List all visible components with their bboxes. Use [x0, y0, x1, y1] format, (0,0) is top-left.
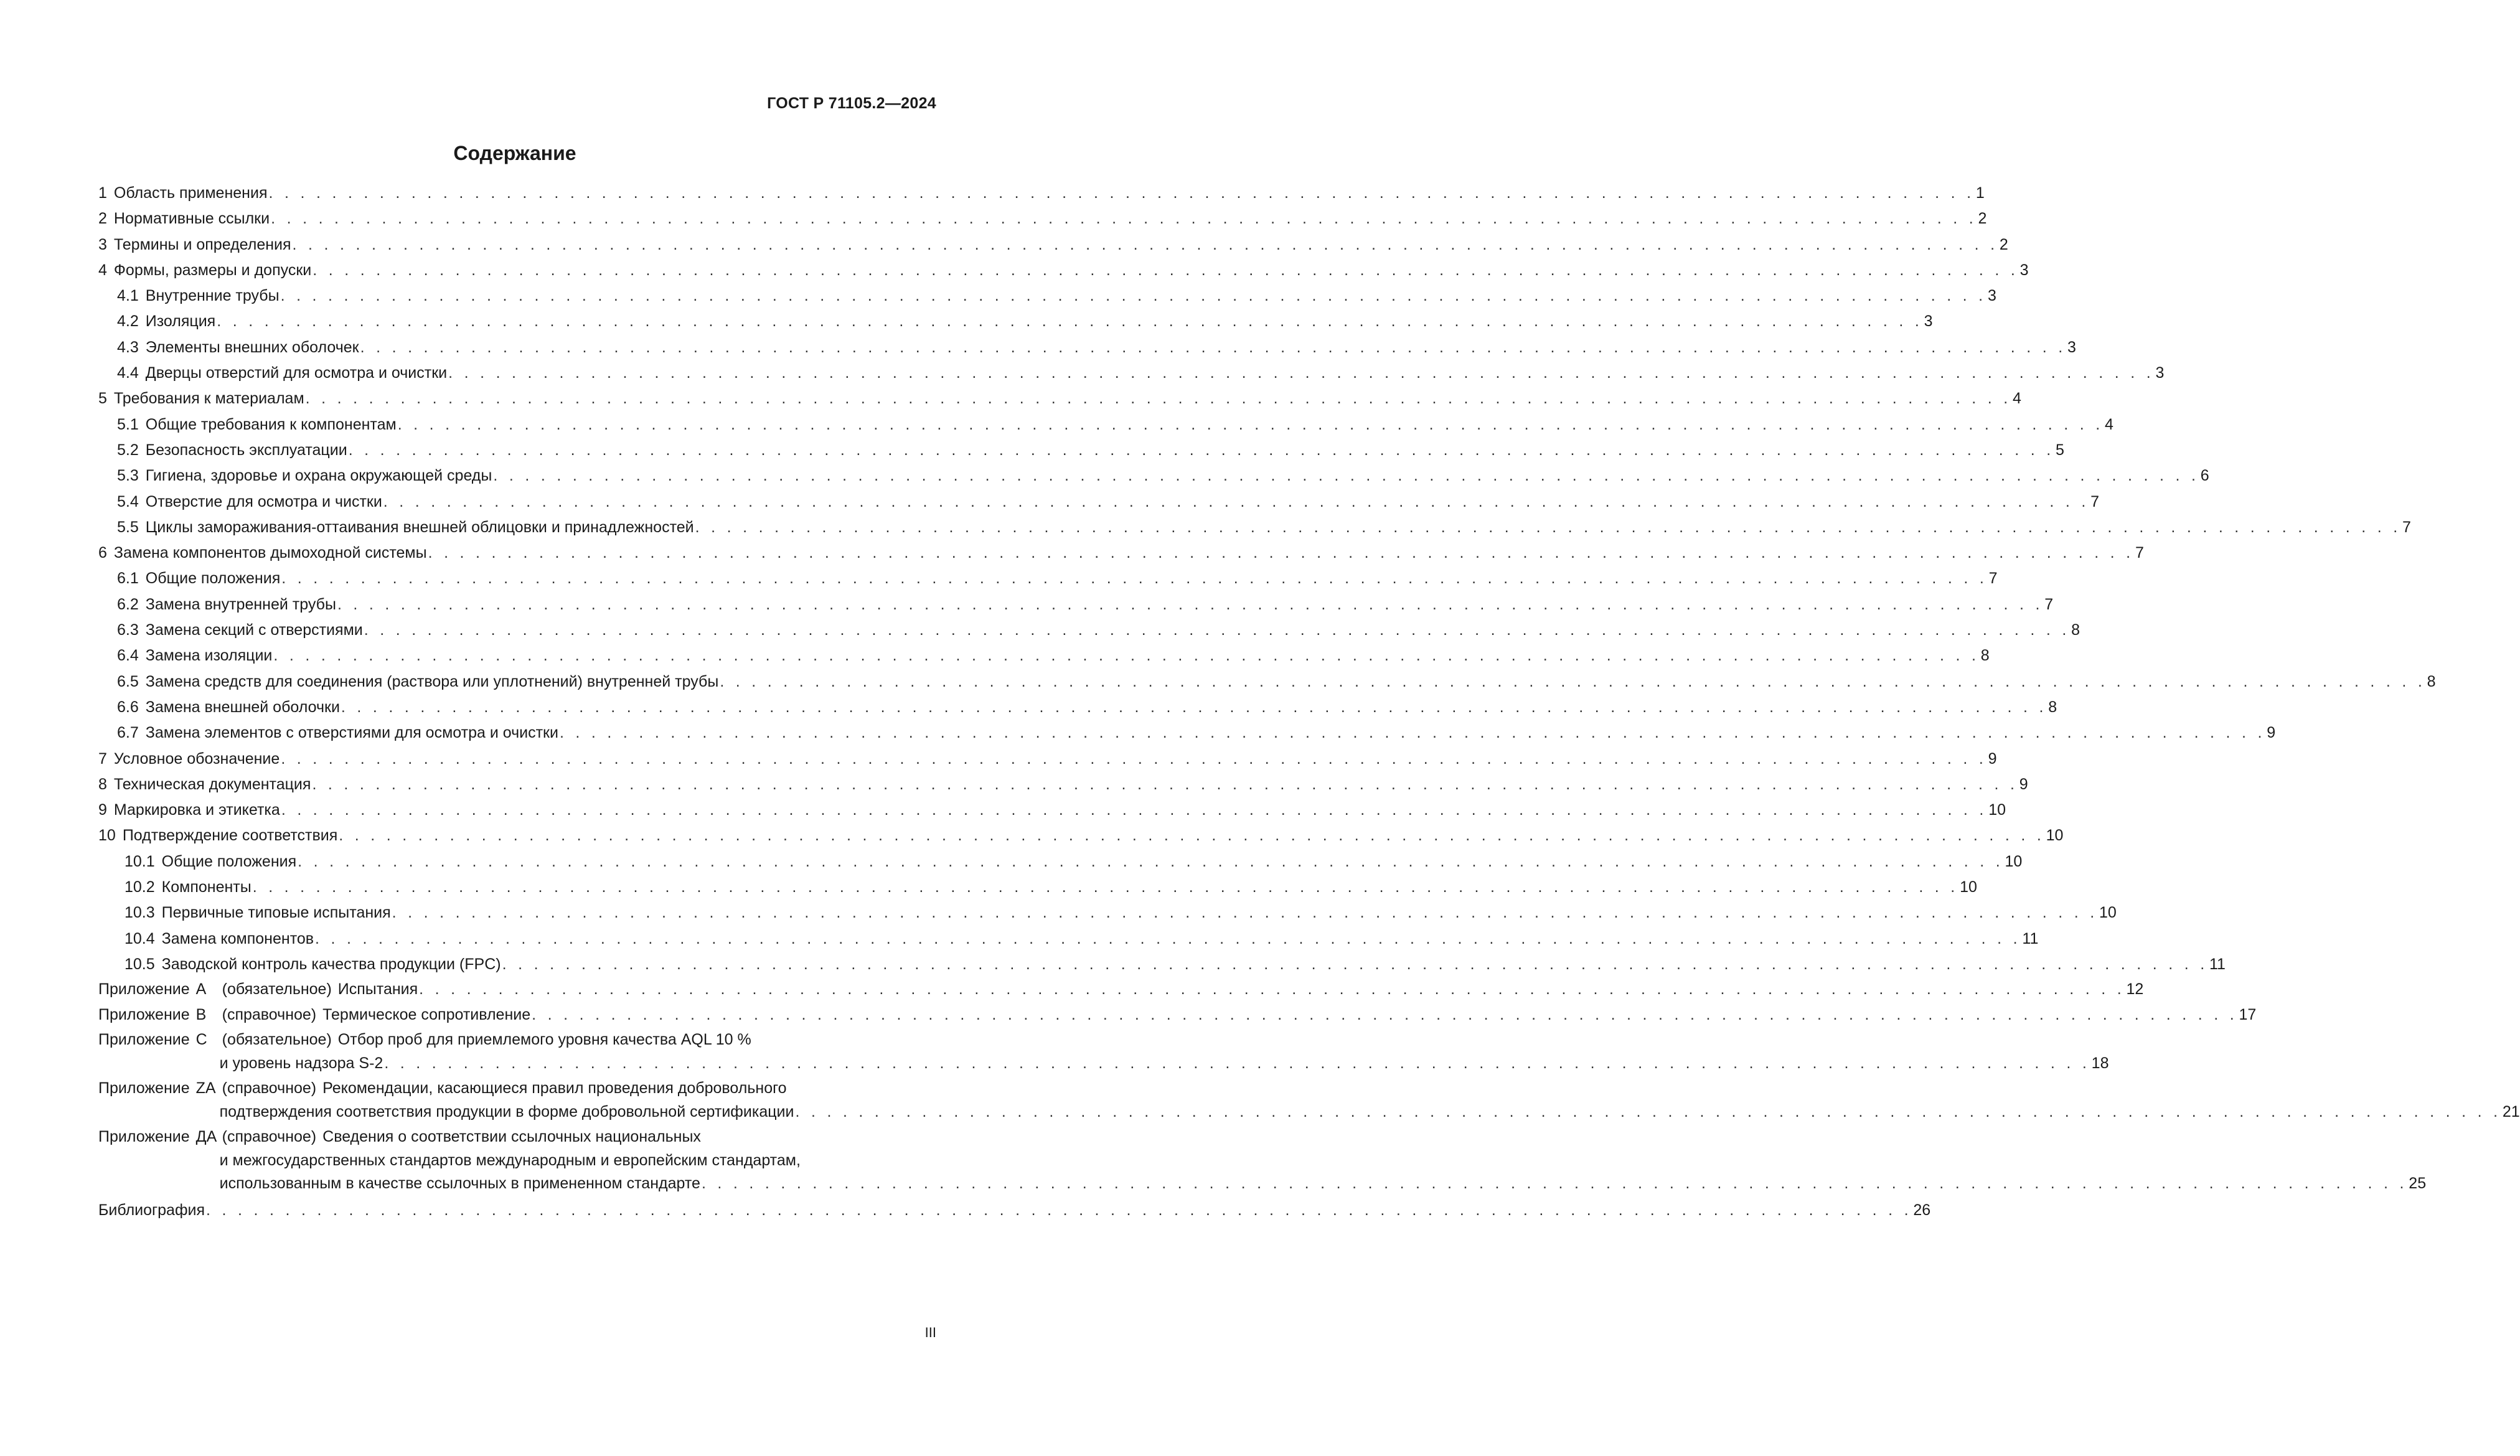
leader-dots: . . . . . . . . . . . . . . . . . . . . . . . . . . . . . . . . . . . . . . . . . . . . . . . . . . . . . . . . . . . . . . . . . . . . . . . . . . . . . . . . . . . . . . . . . . . . . . . . . . . . . . . . . . . . [292, 235, 1998, 253]
leader-dots: . . . . . . . . . . . . . . . . . . . . . . . . . . . . . . . . . . . . . . . . . . . . . . . . . . . . . . . . . . . . . . . . . . . . . . . . . . . . . . . . . . . . . . . . . . . . . . . . . . . . . . . . . . . . [206, 1201, 1912, 1219]
toc-entry-page: 9 [1988, 749, 1997, 768]
toc-entry-page: 3 [2067, 338, 2076, 356]
toc-entry-page: 25 [2409, 1175, 2427, 1193]
annex-word: Приложение [98, 1128, 190, 1146]
toc-entry[interactable] [98, 900, 2117, 926]
document-number: ГОСТ Р 71105.2—2024 [767, 95, 936, 112]
toc-entry-number: 6.3 [117, 621, 139, 639]
toc-entry-page: 9 [2019, 775, 2028, 793]
toc-entry-page: 3 [2155, 364, 2165, 382]
toc-entry-page: 5 [2056, 441, 2064, 459]
annex-title-text: Испытания [337, 980, 418, 998]
toc-entry-number: 10 [98, 827, 116, 845]
annex-title-last-line [220, 1052, 2109, 1076]
toc-entry-page: 17 [2239, 1005, 2257, 1023]
leader-dots: . . . . . . . . . . . . . . . . . . . . . . . . . . . . . . . . . . . . . . . . . . . . . . . . . . . . . . . . . . . . . . . . . . . . . . . . . . . . . . . . . . . . . . . . . . . . . . . . . . . . . . . . . . . . [720, 672, 2426, 690]
toc-entry-number: 2 [98, 210, 107, 228]
toc-entry[interactable] [98, 875, 1977, 900]
toc-entry-number: 9 [98, 801, 107, 819]
toc-entry-title: Требования к материалам [113, 390, 304, 408]
toc-entry-title: Гигиена, здоровье и охрана окружающей среды [145, 467, 492, 485]
toc-entry-page: 3 [1924, 312, 1933, 331]
toc-entry-title: Заводской контроль качества продукции (FPC) [161, 955, 501, 973]
toc-entry-title: Элементы внешних оболочек [145, 338, 359, 356]
toc-entry[interactable] [98, 592, 2054, 618]
toc-entry[interactable] [98, 720, 2276, 746]
toc-entry[interactable] [98, 952, 2226, 977]
toc-annex-entry[interactable] [98, 1028, 2109, 1075]
toc-entry-number: 6 [98, 544, 107, 562]
toc-entry-title: Формы, размеры и допуски [113, 261, 312, 279]
annex-letter: А [195, 980, 207, 998]
annex-title-text: Термическое сопротивление [322, 1005, 531, 1023]
annex-title-text: подтверждения соответствия продукции в форме добровольной сертификации [219, 1102, 794, 1120]
leader-dots: . . . . . . . . . . . . . . . . . . . . . . . . . . . . . . . . . . . . . . . . . . . . . . . . . . . . . . . . . . . . . . . . . . . . . . . . . . . . . . . . . . . . . . . . . . . . . . . . . . . . . . . . . . . . [448, 364, 2155, 382]
toc-entry-number: 5 [98, 390, 107, 408]
toc-entry-page: 10 [2005, 852, 2023, 870]
annex-kind: (обязательное) [222, 980, 332, 998]
toc-entry-title: Подтверждение соответствия [122, 827, 338, 845]
leader-dots: . . . . . . . . . . . . . . . . . . . . . . . . . . . . . . . . . . . . . . . . . . . . . . . . . . . . . . . . . . . . . . . . . . . . . . . . . . . . . . . . . . . . . . . . . . . . . . . . . . . . . . . . . . . . [281, 570, 1988, 588]
leader-dots: . . . . . . . . . . . . . . . . . . . . . . . . . . . . . . . . . . . . . . . . . . . . . . . . . . . . . . . . . . . . . . . . . . . . . . . . . . . . . . . . . . . . . . . . . . . . . . . . . . . . . . . . . . . . [348, 441, 2055, 459]
toc-entry[interactable] [98, 926, 2039, 952]
leader-dots: . . . . . . . . . . . . . . . . . . . . . . . . . . . . . . . . . . . . . . . . . . . . . . . . . . . . . . . . . . . . . . . . . . . . . . . . . . . . . . . . . . . . . . . . . . . . . . . . . . . . . . . . . . . . [252, 878, 1959, 896]
toc-entry-page: 18 [2091, 1054, 2109, 1072]
leader-dots: . . . . . . . . . . . . . . . . . . . . . . . . . . . . . . . . . . . . . . . . . . . . . . . . . . . . . . . . . . . . . . . . . . . . . . . . . . . . . . . . . . . . . . . . . . . . . . . . . . . . . . . . . . . . [559, 724, 2266, 742]
toc-annex-entry[interactable] [98, 1077, 2520, 1124]
leader-dots: . . . . . . . . . . . . . . . . . . . . . . . . . . . . . . . . . . . . . . . . . . . . . . . . . . . . . . . . . . . . . . . . . . . . . . . . . . . . . . . . . . . . . . . . . . . . . . . . . . . . . . . . . . . . [281, 749, 1987, 768]
annex-title-line: Сведения о соответствии ссылочных национальных [322, 1128, 701, 1146]
toc-entry-title: Термины и определения [113, 235, 291, 253]
toc-entry[interactable] [98, 360, 2165, 386]
toc-entry-page: 4 [2013, 390, 2021, 408]
toc-entry-page: 2 [1978, 210, 1987, 228]
leader-dots: . . . . . . . . . . . . . . . . . . . . . . . . . . . . . . . . . . . . . . . . . . . . . . . . . . . . . . . . . . . . . . . . . . . . . . . . . . . . . . . . . . . . . . . . . . . . . . . . . . . . . . . . . . . . [305, 390, 2011, 408]
toc-entry-page: 12 [2126, 980, 2144, 998]
toc-entry-number: 5.1 [117, 415, 139, 433]
toc-entry-page: 8 [2427, 672, 2436, 690]
annex-title-last-line [322, 1003, 2256, 1027]
toc-entry[interactable] [98, 618, 2080, 643]
toc-entry[interactable] [98, 283, 1996, 309]
annex-word: Приложение [98, 980, 190, 998]
leader-dots: . . . . . . . . . . . . . . . . . . . . . . . . . . . . . . . . . . . . . . . . . . . . . . . . . . . . . . . . . . . . . . . . . . . . . . . . . . . . . . . . . . . . . . . . . . . . . . . . . . . . . . . . . . . . [268, 184, 1975, 202]
leader-dots: . . . . . . . . . . . . . . . . . . . . . . . . . . . . . . . . . . . . . . . . . . . . . . . . . . . . . . . . . . . . . . . . . . . . . . . . . . . . . . . . . . . . . . . . . . . . . . . . . . . . . . . . . . . . [273, 647, 1980, 665]
toc-entry-page: 3 [1987, 287, 1996, 305]
annex-title-text: и уровень надзора S-2 [219, 1054, 383, 1072]
leader-dots: . . . . . . . . . . . . . . . . . . . . . . . . . . . . . . . . . . . . . . . . . . . . . . . . . . . . . . . . . . . . . . . . . . . . . . . . . . . . . . . . . . . . . . . . . . . . . . . . . . . . . . . . . . . . [360, 338, 2066, 356]
leader-dots: . . . . . . . . . . . . . . . . . . . . . . . . . . . . . . . . . . . . . . . . . . . . . . . . . . . . . . . . . . . . . . . . . . . . . . . . . . . . . . . . . . . . . . . . . . . . . . . . . . . . . . . . . . . . [502, 955, 2208, 973]
toc-entry-title: Дверцы отверстий для осмотра и очистки [145, 364, 448, 382]
toc-entry-title: Первичные типовые испытания [161, 904, 391, 922]
toc-entry[interactable] [98, 566, 1998, 591]
toc-entry-number: 4.2 [117, 312, 139, 331]
toc-entry[interactable] [98, 669, 2436, 695]
annex-title [322, 1003, 2256, 1027]
toc-entry-number: 6.7 [117, 724, 139, 742]
annex-title [338, 978, 2144, 1002]
toc-entry-number: 8 [98, 775, 107, 793]
annex-label [98, 1028, 338, 1052]
toc-entry-page: 10 [2046, 827, 2064, 845]
toc-entry-page: 2 [1999, 235, 2008, 253]
leader-dots: . . . . . . . . . . . . . . . . . . . . . . . . . . . . . . . . . . . . . . . . . . . . . . . . . . . . . . . . . . . . . . . . . . . . . . . . . . . . . . . . . . . . . . . . . . . . . . . . . . . . . . . . . . . . [315, 929, 2021, 947]
toc-entry-number: 5.4 [117, 492, 139, 510]
leader-dots: . . . . . . . . . . . . . . . . . . . . . . . . . . . . . . . . . . . . . . . . . . . . . . . . . . . . . . . . . . . . . . . . . . . . . . . . . . . . . . . . . . . . . . . . . . . . . . . . . . . . . . . . . . . . [384, 1054, 2090, 1072]
toc-entry-title: Общие требования к компонентам [145, 415, 397, 433]
toc-annex-entry[interactable] [98, 978, 2144, 1002]
toc-entry-title: Изоляция [145, 312, 216, 331]
toc-entry[interactable] [98, 746, 1997, 772]
toc-entry-title: Нормативные ссылки [113, 210, 270, 228]
toc-entry-title: Техническая документация [113, 775, 311, 793]
toc-entry-page: 11 [2022, 929, 2039, 947]
toc-entry-page: 6 [2200, 467, 2209, 485]
toc-entry-title: Циклы замораживания-оттаивания внешней облицовки и принадлежностей [145, 518, 694, 536]
toc-entry-title: Область применения [113, 184, 268, 202]
toc-entry[interactable] [98, 540, 2144, 566]
annex-label [98, 1077, 322, 1101]
leader-dots: . . . . . . . . . . . . . . . . . . . . . . . . . . . . . . . . . . . . . . . . . . . . . . . . . . . . . . . . . . . . . . . . . . . . . . . . . . . . . . . . . . . . . . . . . . . . . . . . . . . . . . . . . . . . [217, 312, 1923, 331]
leader-dots: . . . . . . . . . . . . . . . . . . . . . . . . . . . . . . . . . . . . . . . . . . . . . . . . . . . . . . . . . . . . . . . . . . . . . . . . . . . . . . . . . . . . . . . . . . . . . . . . . . . . . . . . . . . . [493, 467, 2199, 485]
annex-word: Приложение [98, 1005, 190, 1023]
toc-entry-number: 10.1 [125, 852, 155, 870]
toc-entry-title: Замена изоляции [145, 647, 273, 665]
toc-entry-page: 1 [1975, 184, 1985, 202]
leader-dots: . . . . . . . . . . . . . . . . . . . . . . . . . . . . . . . . . . . . . . . . . . . . . . . . . . . . . . . . . . . . . . . . . . . . . . . . . . . . . . . . . . . . . . . . . . . . . . . . . . . . . . . . . . . . [532, 1005, 2238, 1023]
leader-dots: . . . . . . . . . . . . . . . . . . . . . . . . . . . . . . . . . . . . . . . . . . . . . . . . . . . . . . . . . . . . . . . . . . . . . . . . . . . . . . . . . . . . . . . . . . . . . . . . . . . . . . . . . . . . [312, 775, 2018, 793]
leader-dots: . . . . . . . . . . . . . . . . . . . . . . . . . . . . . . . . . . . . . . . . . . . . . . . . . . . . . . . . . . . . . . . . . . . . . . . . . . . . . . . . . . . . . . . . . . . . . . . . . . . . . . . . . . . . [392, 904, 2099, 922]
toc-entry[interactable] [98, 438, 2064, 463]
toc-entry-number: 6.5 [117, 672, 139, 690]
toc-entries [98, 181, 2436, 977]
annex-title-last-line [338, 978, 2144, 1002]
toc-entry-title: Условное обозначение [113, 749, 280, 768]
toc-entry-number: 10.4 [125, 929, 155, 947]
leader-dots: . . . . . . . . . . . . . . . . . . . . . . . . . . . . . . . . . . . . . . . . . . . . . . . . . . . . . . . . . . . . . . . . . . . . . . . . . . . . . . . . . . . . . . . . . . . . . . . . . . . . . . . . . . . . [337, 595, 2044, 613]
toc-entry-number: 5.5 [117, 518, 139, 536]
toc-entry-page: 9 [2267, 724, 2276, 742]
annex-title-last-line [220, 1172, 2426, 1196]
annex-letter: ZA [195, 1079, 216, 1097]
annex-kind: (справочное) [222, 1079, 317, 1097]
toc-entry-title: Замена средств для соединения (раствора или уплотнений) внутренней трубы [145, 672, 719, 690]
toc-entry[interactable] [98, 797, 2006, 823]
toc-entry[interactable] [98, 181, 1985, 206]
annex-letter: ДА [195, 1128, 217, 1146]
toc-entry-page: 10 [1988, 801, 2006, 819]
toc-entry-number: 6.1 [117, 570, 139, 588]
toc-entry-number: 10.2 [125, 878, 155, 896]
leader-dots: . . . . . . . . . . . . . . . . . . . . . . . . . . . . . . . . . . . . . . . . . . . . . . . . . . . . . . . . . . . . . . . . . . . . . . . . . . . . . . . . . . . . . . . . . . . . . . . . . . . . . . . . . . . . [280, 287, 1986, 305]
toc-entry-page: 10 [2099, 904, 2117, 922]
leader-dots: . . . . . . . . . . . . . . . . . . . . . . . . . . . . . . . . . . . . . . . . . . . . . . . . . . . . . . . . . . . . . . . . . . . . . . . . . . . . . . . . . . . . . . . . . . . . . . . . . . . . . . . . . . . . [695, 518, 2401, 536]
annex-word: Приложение [98, 1031, 190, 1049]
toc-entry-number: 4 [98, 261, 107, 279]
leader-dots: . . . . . . . . . . . . . . . . . . . . . . . . . . . . . . . . . . . . . . . . . . . . . . . . . . . . . . . . . . . . . . . . . . . . . . . . . . . . . . . . . . . . . . . . . . . . . . . . . . . . . . . . . . . . [364, 621, 2071, 639]
leader-dots: . . . . . . . . . . . . . . . . . . . . . . . . . . . . . . . . . . . . . . . . . . . . . . . . . . . . . . . . . . . . . . . . . . . . . . . . . . . . . . . . . . . . . . . . . . . . . . . . . . . . . . . . . . . . [341, 698, 2047, 716]
toc-entry-title: Библиография [98, 1201, 205, 1219]
toc-entry-number: 10.5 [125, 955, 155, 973]
toc-entry[interactable] [98, 515, 2411, 540]
toc-entry-title: Замена элементов с отверстиями для осмотра и очистки [145, 724, 558, 742]
toc-entry-title: Компоненты [161, 878, 252, 896]
toc-entry[interactable] [98, 412, 2113, 438]
toc-entry-page: 8 [2071, 621, 2080, 639]
toc-entry-title: Общие положения [145, 570, 281, 588]
leader-dots: . . . . . . . . . . . . . . . . . . . . . . . . . . . . . . . . . . . . . . . . . . . . . . . . . . . . . . . . . . . . . . . . . . . . . . . . . . . . . . . . . . . . . . . . . . . . . . . . . . . . . . . . . . . . [795, 1102, 2501, 1120]
leader-dots: . . . . . . . . . . . . . . . . . . . . . . . . . . . . . . . . . . . . . . . . . . . . . . . . . . . . . . . . . . . . . . . . . . . . . . . . . . . . . . . . . . . . . . . . . . . . . . . . . . . . . . . . . . . . [339, 827, 2045, 845]
toc-entry-bibliography[interactable] [98, 1198, 1931, 1223]
toc-entry[interactable] [98, 849, 2023, 875]
toc-entry-title: Замена внешней оболочки [145, 698, 340, 716]
toc-entry-title: Безопасность эксплуатации [145, 441, 347, 459]
toc-entry-page: 8 [1980, 647, 1990, 665]
toc-entry[interactable] [98, 206, 1987, 232]
toc-entry[interactable] [98, 489, 2100, 515]
toc-entry-page: 26 [1913, 1201, 1931, 1219]
toc-entry-title: Замена компонентов дымоходной системы [113, 544, 427, 562]
annex-title-line: Рекомендации, касающиеся правил проведения добровольного [322, 1079, 787, 1097]
annex-kind: (обязательное) [222, 1031, 332, 1049]
toc-entry-title: Замена секций с отверстиями [145, 621, 363, 639]
toc-entry-page: 7 [1988, 570, 1998, 588]
toc-entry-page: 7 [2135, 544, 2144, 562]
toc-entry-page: 4 [2105, 415, 2113, 433]
page-title: Содержание [453, 142, 576, 164]
toc-entry[interactable] [98, 772, 2028, 797]
annex-title-last-line [220, 1101, 2520, 1124]
annex-letter: С [195, 1031, 207, 1049]
toc-entry[interactable] [98, 258, 2029, 283]
leader-dots: . . . . . . . . . . . . . . . . . . . . . . . . . . . . . . . . . . . . . . . . . . . . . . . . . . . . . . . . . . . . . . . . . . . . . . . . . . . . . . . . . . . . . . . . . . . . . . . . . . . . . . . . . . . . [313, 261, 2019, 279]
toc-entry-title: Внутренние трубы [145, 287, 280, 305]
annex-label [98, 1125, 322, 1149]
toc-entry-number: 4.4 [117, 364, 139, 382]
page-number: III [924, 1325, 936, 1340]
toc-annex-entry[interactable] [98, 1125, 2427, 1196]
toc-annexes [98, 978, 2520, 1196]
leader-dots: . . . . . . . . . . . . . . . . . . . . . . . . . . . . . . . . . . . . . . . . . . . . . . . . . . . . . . . . . . . . . . . . . . . . . . . . . . . . . . . . . . . . . . . . . . . . . . . . . . . . . . . . . . . . [281, 801, 1988, 819]
annex-kind: (справочное) [222, 1128, 317, 1146]
annex-label [98, 978, 338, 1002]
toc-entry[interactable] [98, 695, 2057, 720]
toc-annex-entry[interactable] [98, 1003, 2257, 1027]
toc-entry-page: 8 [2048, 698, 2057, 716]
toc-entry-title: Замена внутренней трубы [145, 595, 336, 613]
toc-entry-page: 7 [2090, 492, 2100, 510]
toc-entry-page: 7 [2044, 595, 2054, 613]
toc-entry-title: Замена компонентов [161, 929, 314, 947]
toc-entry-page: 11 [2209, 955, 2226, 973]
annex-title-line: и межгосударственных стандартов международным и европейским стандартам, [219, 1151, 801, 1169]
toc-entry[interactable] [98, 335, 2076, 360]
toc-entry[interactable] [98, 309, 1933, 334]
leader-dots: . . . . . . . . . . . . . . . . . . . . . . . . . . . . . . . . . . . . . . . . . . . . . . . . . . . . . . . . . . . . . . . . . . . . . . . . . . . . . . . . . . . . . . . . . . . . . . . . . . . . . . . . . . . . [383, 492, 2090, 510]
toc-entry-page: 21 [2502, 1102, 2520, 1120]
toc-entry-number: 6.4 [117, 647, 139, 665]
annex-kind: (справочное) [222, 1005, 317, 1023]
toc-entry[interactable] [98, 823, 2064, 848]
toc-entry-number: 5.3 [117, 467, 139, 485]
toc-entry-number: 3 [98, 235, 107, 253]
toc-entry-page: 3 [2019, 261, 2029, 279]
toc-entry-title: Общие положения [161, 852, 297, 870]
toc-entry-title: Отверстие для осмотра и чистки [145, 492, 382, 510]
toc-entry-number: 1 [98, 184, 107, 202]
toc-entry-number: 10.3 [125, 904, 155, 922]
toc-entry[interactable] [98, 463, 2209, 489]
toc-entry[interactable] [98, 643, 1990, 669]
toc-entry-title: Маркировка и этикетка [113, 801, 280, 819]
leader-dots: . . . . . . . . . . . . . . . . . . . . . . . . . . . . . . . . . . . . . . . . . . . . . . . . . . . . . . . . . . . . . . . . . . . . . . . . . . . . . . . . . . . . . . . . . . . . . . . . . . . . . . . . . . . . [271, 210, 1977, 228]
leader-dots: . . . . . . . . . . . . . . . . . . . . . . . . . . . . . . . . . . . . . . . . . . . . . . . . . . . . . . . . . . . . . . . . . . . . . . . . . . . . . . . . . . . . . . . . . . . . . . . . . . . . . . . . . . . . [428, 544, 2134, 562]
toc-entry-page: 10 [1960, 878, 1977, 896]
leader-dots: . . . . . . . . . . . . . . . . . . . . . . . . . . . . . . . . . . . . . . . . . . . . . . . . . . . . . . . . . . . . . . . . . . . . . . . . . . . . . . . . . . . . . . . . . . . . . . . . . . . . . . . . . . . . [419, 980, 2125, 998]
leader-dots: . . . . . . . . . . . . . . . . . . . . . . . . . . . . . . . . . . . . . . . . . . . . . . . . . . . . . . . . . . . . . . . . . . . . . . . . . . . . . . . . . . . . . . . . . . . . . . . . . . . . . . . . . . . . [701, 1175, 2408, 1193]
table-of-contents [98, 181, 2520, 1223]
toc-entry[interactable] [98, 386, 2021, 411]
leader-dots: . . . . . . . . . . . . . . . . . . . . . . . . . . . . . . . . . . . . . . . . . . . . . . . . . . . . . . . . . . . . . . . . . . . . . . . . . . . . . . . . . . . . . . . . . . . . . . . . . . . . . . . . . . . . [397, 415, 2104, 433]
leader-dots: . . . . . . . . . . . . . . . . . . . . . . . . . . . . . . . . . . . . . . . . . . . . . . . . . . . . . . . . . . . . . . . . . . . . . . . . . . . . . . . . . . . . . . . . . . . . . . . . . . . . . . . . . . . . [298, 852, 2004, 870]
toc-entry-number: 6.2 [117, 595, 139, 613]
toc-entry-page: 7 [2402, 518, 2411, 536]
toc-entry-number: 4.1 [117, 287, 139, 305]
toc-entry-number: 5.2 [117, 441, 139, 459]
toc-entry-number: 7 [98, 749, 107, 768]
annex-title-text: использованным в качестве ссылочных в примененном стандарте [219, 1175, 700, 1193]
toc-entry-number: 4.3 [117, 338, 139, 356]
toc-entry[interactable] [98, 232, 2008, 258]
annex-word: Приложение [98, 1079, 190, 1097]
annex-title-line: Отбор проб для приемлемого уровня качества AQL 10 % [337, 1031, 751, 1049]
annex-label [98, 1003, 322, 1027]
toc-entry-number: 6.6 [117, 698, 139, 716]
annex-letter: В [195, 1005, 207, 1023]
